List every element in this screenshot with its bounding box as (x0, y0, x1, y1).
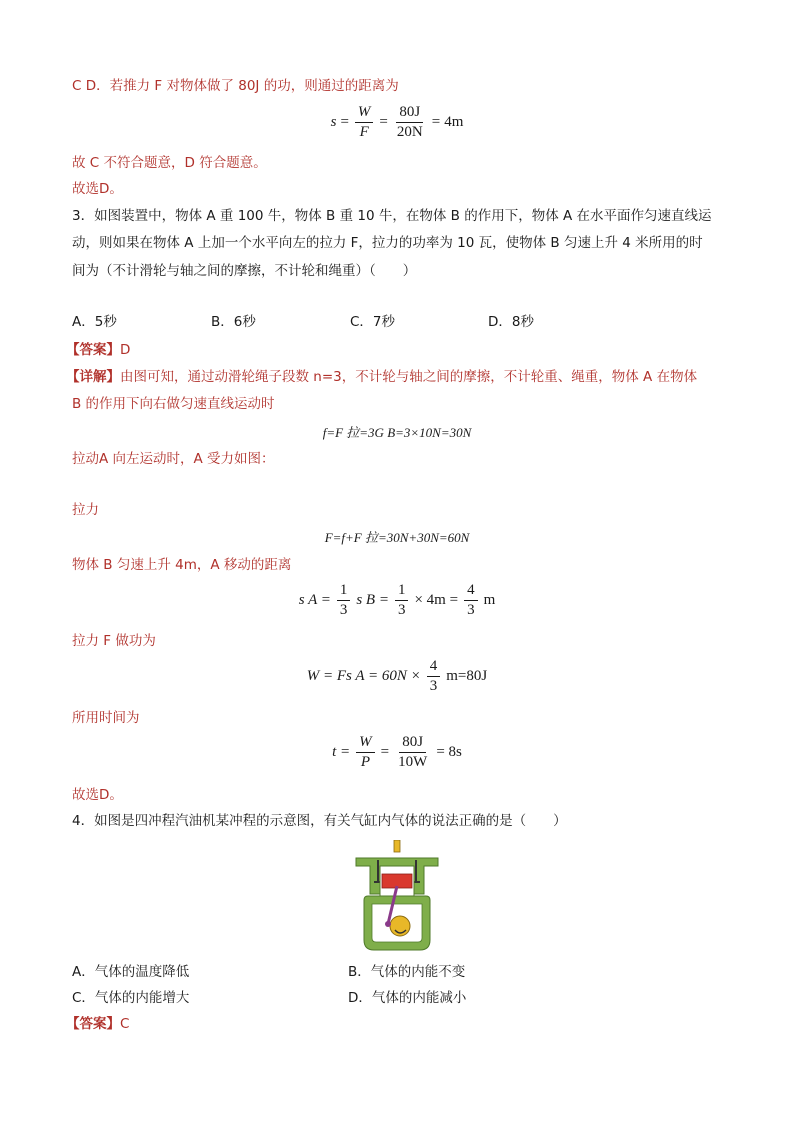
q3-force-text: 拉动A 向左运动时，A 受力如图： (72, 451, 275, 467)
q4-stem: 4．如图是四冲程汽油机某冲程的示意图，有关气缸内气体的说法正确的是（ ） (72, 813, 567, 829)
q2-choose: 故选D。 (72, 181, 123, 197)
q2-cd-text: C D．若推力 F 对物体做了 80J 的功，则通过的距离为 (72, 78, 399, 94)
engine-diagram (350, 840, 444, 952)
eq-work: W = Fs A = 60N × $\frac{4}{3}$ m=80J (306, 658, 488, 694)
q4-option-a: A．气体的温度降低 (72, 964, 190, 980)
eq-pull-force: F=f+F 拉=30N+30N=60N (324, 530, 470, 545)
answer-tag: 【答案】 (66, 1016, 120, 1032)
eq-friction: f=F 拉=3G B=3×10N=30N (322, 425, 472, 440)
q3-option-d: D．8秒 (488, 314, 534, 330)
q3-choose: 故选D。 (72, 787, 123, 803)
q3-answer (66, 340, 130, 360)
q4-answer (66, 1014, 129, 1034)
q4-option-c: C．气体的内能增大 (72, 990, 190, 1006)
detail-tag: 【详解】 (66, 369, 120, 385)
answer-value: D (120, 342, 131, 358)
q3-distance-text: 物体 B 匀速上升 4m，A 移动的距离 (72, 557, 292, 573)
q3-time-text: 所用时间为 (72, 710, 140, 726)
q3-work-text: 拉力 F 做功为 (72, 633, 156, 649)
q2-conclusion: 故 C 不符合题意，D 符合题意。 (72, 155, 267, 171)
q3-stem-line2: 动，则如果在物体 A 上加一个水平向左的拉力 F，拉力的功率为 10 瓦，使物体 B 匀速上升 4 米所用的时 (72, 235, 703, 251)
q4-option-b: B．气体的内能不变 (348, 964, 466, 980)
eq-time: t = $\frac{W}{P}$ = $\frac{80J}{10W}$ = 8s (332, 734, 462, 770)
q4-option-d: D．气体的内能减小 (348, 990, 467, 1006)
q3-detail-line2: B 的作用下向右做匀速直线运动时 (72, 396, 275, 412)
formula-distance: s = $\frac{W}{F}$ = $\frac{80J}{20N}$ = 4m (330, 104, 464, 140)
q3-stem-line1: 3．如图装置中，物体 A 重 100 牛，物体 B 重 10 牛，在物体 B 的作用下，物体 A 在水平面作匀速直线运 (72, 208, 712, 224)
q3-option-a: A．5秒 (72, 314, 117, 330)
q3-pull-text: 拉力 (72, 502, 99, 518)
q3-option-c: C．7秒 (350, 314, 396, 330)
q3-detail-line1: 【详解】由图可知，通过动滑轮绳子段数 n=3，不计轮与轴之间的摩擦，不计轮重、绳重，物体 A 在物体 (66, 369, 698, 385)
q3-option-b: B．6秒 (211, 314, 256, 330)
answer-tag: 【答案】 (66, 342, 120, 358)
eq-distance-a: s A = $\frac{1}{3}$ s B = $\frac{1}{3}$ × 4m = $\frac{4}{3}$ m (298, 582, 496, 618)
answer-value: C (120, 1016, 130, 1032)
q3-stem-line3: 间为（不计滑轮与轴之间的摩擦，不计轮和绳重）（ ） (72, 263, 417, 279)
